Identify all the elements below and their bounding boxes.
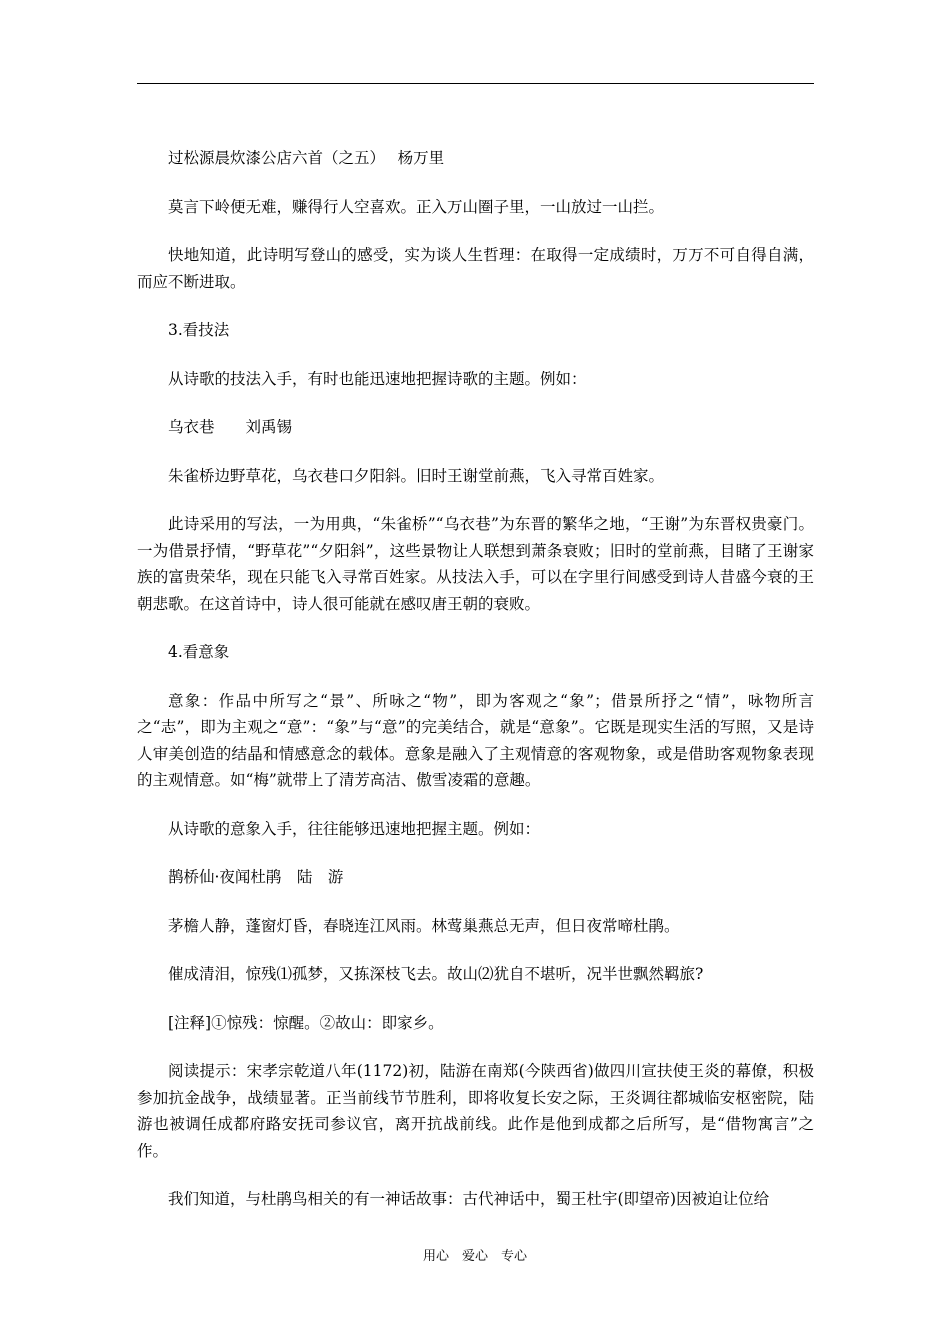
section-heading-technique: 3.看技法 — [168, 321, 230, 339]
commentary-cuckoo: 我们知道，与杜鹃鸟相关的有一神话故事：古代神话中，蜀王杜宇(即望帝)因被迫让位给 — [168, 1190, 770, 1208]
definition-imagery: 意象：作品中所写之“景”、所咏之“物”，即为客观之“象”；借景所抒之“情”，咏物所言之“志”，即为主观之“意”：“象”与“意”的完美结合，就是“意象”。它既是现实生活的写照，又是诗人审美创造的结晶和情感意念的载体。意象是融入了主观情意的客观物象，或是借助客观物象表现的主观情意。如“梅”就带上了清芳高洁、傲雪凌霜的意趣。 — [137, 691, 814, 789]
section-heading-imagery: 4.看意象 — [168, 643, 230, 661]
commentary-songyuan: 快地知道，此诗明写登山的感受，实为谈人生哲理：在取得一定成绩时，万万不可自得自满，而应不断进取。 — [137, 246, 814, 291]
reading-tip: 阅读提示：宋孝宗乾道八年(1172)初，陆游在南郑(今陕西省)做四川宣扶使王炎的幕僚，积极参加抗金战争，战绩显著。正当前线节节胜利，即将收复长安之际，王炎调往都城临安枢密院，陆游也被调任成都府路安抚司参议官，离开抗战前线。此作是他到成都之后所写，是“借物寓言”之作。 — [137, 1062, 814, 1160]
poem-title-queqiaoxian: 鹊桥仙·夜闻杜鹃 陆 游 — [168, 868, 344, 886]
poem-title-songyuan: 过松源晨炊漆公店六首（之五） 杨万里 — [168, 149, 445, 167]
document-body — [137, 145, 814, 1235]
poem-title-wuyixiang: 乌衣巷 刘禹锡 — [168, 418, 293, 436]
commentary-wuyixiang: 此诗采用的写法，一为用典，“朱雀桥”“乌衣巷”为东晋的繁华之地，“王谢”为东晋权贵豪门。一为借景抒情，“野草花”“夕阳斜”，这些景物让人联想到萧条衰败；旧时的堂前燕，目睹了王谢家族的富贵荣华，现在只能飞入寻常百姓家。从技法入手，可以在字里行间感受到诗人昔盛今衰的王朝悲歌。在这首诗中，诗人很可能就在感叹唐王朝的衰败。 — [137, 515, 814, 613]
intro-technique: 从诗歌的技法入手，有时也能迅速地把握诗歌的主题。例如： — [168, 369, 587, 388]
annotation-note: [注释]①惊残：惊醒。②故山：即家乡。 — [168, 1013, 444, 1032]
poem-text-wuyixiang: 朱雀桥边野草花，乌衣巷口夕阳斜。旧时王谢堂前燕，飞入寻常百姓家。 — [168, 466, 665, 485]
intro-imagery: 从诗歌的意象入手，往往能够迅速地把握主题。例如： — [168, 819, 541, 838]
poem-stanza-2: 催成清泪，惊残⑴孤梦，又拣深枝飞去。故山⑵犹自不堪听，况半世飘然羁旅? — [168, 965, 704, 983]
page-footer: 用心 爱心 专心 — [422, 1249, 527, 1264]
header-rule — [137, 83, 814, 84]
poem-text-songyuan: 莫言下岭便无难，赚得行人空喜欢。正入万山圈子里，一山放过一山拦。 — [168, 197, 665, 216]
poem-stanza-1: 茅檐人静，蓬窗灯昏，春晓连江风雨。林莺巢燕总无声，但日夜常啼杜鹃。 — [168, 916, 680, 935]
